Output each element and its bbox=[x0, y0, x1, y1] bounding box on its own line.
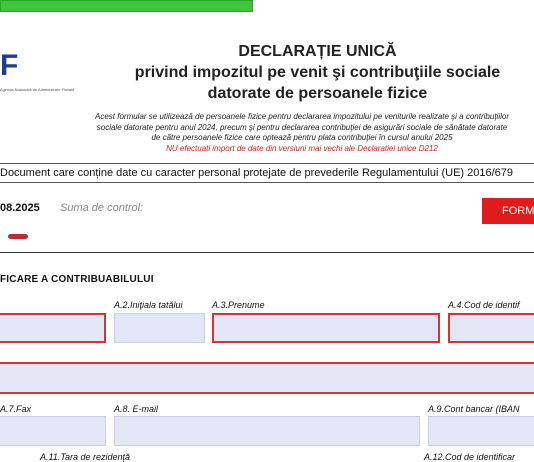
meta-row bbox=[0, 196, 534, 226]
title-line-1: DECLARAȚIE UNICĂ bbox=[238, 43, 397, 60]
father-initial-field[interactable] bbox=[114, 313, 205, 343]
first-name-field[interactable] bbox=[212, 313, 440, 343]
red-marker bbox=[8, 234, 28, 239]
title-line-3: datorate de persoanele fizice bbox=[207, 85, 428, 102]
identification-code-field[interactable] bbox=[448, 313, 534, 343]
address-field[interactable] bbox=[0, 362, 534, 394]
last-name-field[interactable] bbox=[0, 313, 106, 343]
label-a4: A.4.Cod de identif bbox=[448, 300, 520, 310]
label-a7: A.7.Fax bbox=[0, 404, 32, 414]
import-warning: NU efectuati import de date din versiuni mai vechi ale Declaratiei unice D212 bbox=[166, 143, 438, 153]
gdpr-notice: Document care conține date cu caracter personal protejate de prevederile Regulamentului (UE) 2016/679 bbox=[0, 163, 534, 183]
label-a9: A.9.Cont bancar (IBAN bbox=[428, 404, 520, 414]
description-line-2: sociale datorate pentru anul 2024, precum şi pentru declararea contribuţiei de asigurări sociale de sănătate datorate bbox=[96, 122, 508, 132]
title-line-2: privind impozitul pe venit şi contribuţiile sociale bbox=[134, 64, 501, 81]
top-status-bar bbox=[0, 0, 253, 12]
label-a2: A.2.Iniţiala tatălui bbox=[114, 300, 183, 310]
anaf-logo bbox=[0, 47, 75, 99]
label-a12: A.12.Cod de identificar bbox=[424, 452, 516, 462]
label-a11: A.11.Tara de rezidență bbox=[40, 452, 131, 462]
logo-mark: F bbox=[0, 49, 18, 82]
description-line-3: de către persoanele fizice care optează pentru plata contribuţiei în cursul anului 2025 bbox=[151, 133, 453, 142]
page-title bbox=[90, 42, 534, 104]
bank-account-field[interactable] bbox=[428, 416, 534, 446]
email-field[interactable] bbox=[114, 416, 420, 446]
logo-subtitle: Agenția Națională de Administrare Fiscală bbox=[0, 87, 75, 92]
fax-field[interactable] bbox=[0, 416, 106, 446]
form-description bbox=[52, 112, 534, 154]
label-a8: A.8. E-mail bbox=[114, 404, 159, 414]
description-line-1: Acest formular se utilizează de persoanele fizice pentru declararea impozitului pe veniturile realizate şi a contribuţiilor bbox=[95, 112, 509, 121]
form-button[interactable]: FORM bbox=[482, 198, 534, 224]
section-title: FICARE A CONTRIBUABILULUI bbox=[0, 274, 154, 285]
label-a3: A.3.Prenume bbox=[212, 300, 265, 310]
checksum-label: Suma de control: bbox=[60, 202, 144, 214]
form-date: 08.2025 bbox=[0, 202, 40, 214]
